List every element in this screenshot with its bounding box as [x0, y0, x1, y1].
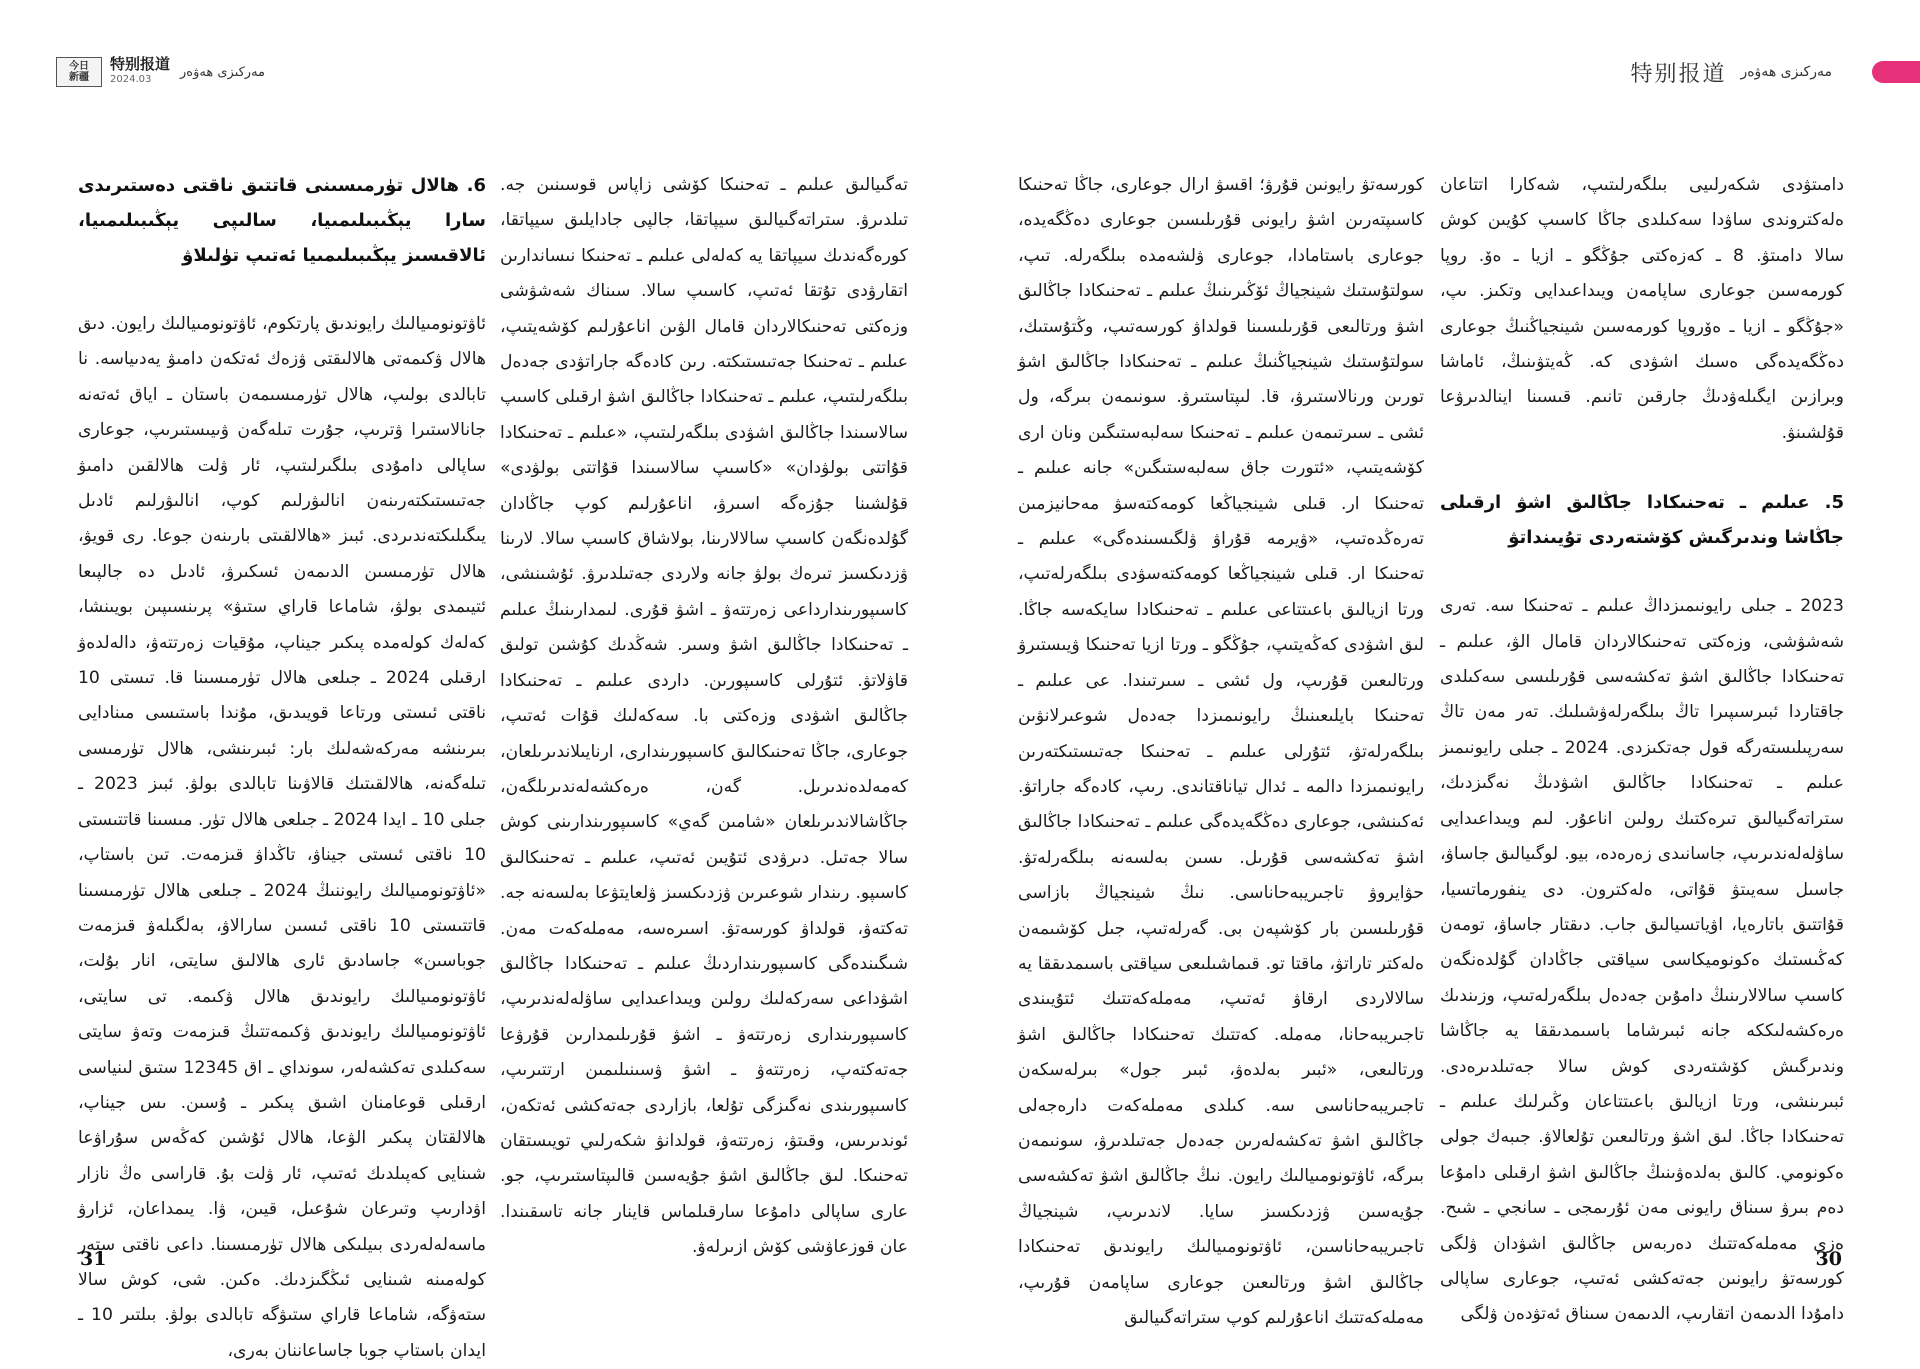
- magazine-logo: [56, 57, 102, 87]
- section-heading-5: 5. عىلىم ـ تەحنىكادا جاڭالىق اشۋ ارقىلى جاڭاشا وندىرگىش كۆشتەردى تۇيىنداتۋ: [1440, 492, 1844, 549]
- issue-date: 2024.03: [110, 74, 152, 85]
- section-title-cn: 特别报道: [1630, 61, 1727, 87]
- left-header-text: [110, 57, 170, 87]
- paragraph: 2023 ـ جىلى رايونىمىزداڭ عىلىم ـ تەحنىكا سە. تەرى شەشۋشى، وزەكتى تەحنىكالاردان قامال الۋ، عىلىم ـ تەحنىكادا جاڭالىق اشۋ تەكشەسى قۇرىلىسى سەكىلدى جاقتاردا ئبىرسىپىرا تاڭ بىلگەرلەۋشىلىك. تەر مەن تاڭ سەرپىلىستەرگە قول جەتكىزدى. 2024 ـ جىلى رايونىمىز عىلىم ـ تەحنىكادا جاڭالىق اشۋدىڭ نەگىزدىك، ستراتەگىيالىق تىرەكتىك رولىن اناعۇر. لىم ويىداعىدايى ساۋلەلەندىرىپ، جاسانىدى زەرەدە، بيو. لوگىيالىق جاساۋ، جاسىل سەيىتۋ قۇاتى، ەلەكترون. دى ينفورماتسيا، قۇاتتىق باتارەيا، اۋياتسيالىق جاب. دىقتار جاساۋ، تومەن كەڭىستىك ەكونوميكاسى سياقتى جاڭادان گۇلدەنگەن كاسىپ سالالارىنىڭ دامۇىن جەدەل بىلگەرلەتىپ، وزىندىك ەرەكشەلىككە جانە ئبىرشاما باسىمدىققا يە جاڭاشا وندىرگىش كۆشتەردى كوش سالا جەتىلدىرەدى. ئبىرىنشى، ورتا ازيالىق باعىتتاعان وڭىرلىك عىلىم ـ تەحنىكادا جاڭا. لىق اشۋ ورتالىعىن تۇلعالاۋ. جىبەك جولى ەكونومي. كالىق بەلدەۋىنىڭ جاڭالىق اشۋ ارقىلى دامۇعا دەم بىرۋ سىناق رايونى مەن ئۇرىمجى ـ سانجي ـ شىح. ەزى مەملەكەتتىك دەربەس جاڭالىق اشۋدان ۋلگى كورسەتۋ رايونىن جەتەكشى ئەتىپ، جوعارى ساپالى دامۇدا الدىمەن اتقارىپ، الدىمەن سىناق ئەتۋدەن ۋلگى: [1440, 596, 1844, 1325]
- page-number-left: 31: [80, 1248, 107, 1270]
- section-heading-6: 6. ھالال تۈرمىسىنى قاتتىق ناقتى دەستىرىدى سارا يېڭىبىلىمىيا، سالىپى يېڭىبىلىمىيا، ئالاقىسىز يېڭىبىلىمىيا ئەتىپ تۈلىلاۋ: [78, 175, 486, 266]
- right-page-header: [1630, 52, 1920, 92]
- section-color-tab: [1872, 61, 1920, 83]
- article-column-1: [78, 168, 487, 1361]
- article-column-2: [500, 168, 908, 1268]
- article-column-4: [1440, 168, 1844, 1325]
- paragraph: تەگىيالىق عىلىم ـ تەحنىكا كۆشى زاپاس قوسىنىن جە. تىلدىرۋ. ستراتەگىيالىق سيپاتقا، جالپى جادايلىق سيپاتقا، كورەگەندىك سيپاتقا يە كەلەلى عىلىم ـ تەحنىكا نىساندارىن اتقارۋدى تۇتقا ئەتىپ، كاسىپ سالا. سىناك شەشۋشى وزەكتى تەحنىكالاردان قامال الۋىن اناعۇرلىم كۆشەيتىپ، عىلىم ـ تەحنىكا جەتىستىكتە. رىن كادەگە جاراتۋدى جەدەل بىلگەرلىتىپ، عىلىم ـ تەحنىكادا جاڭالىق اشۋ ارقىلى كاسىپ سالاسىندا جاڭالىق اشۋدى بىلگەرلىتىپ، «عىلىم ـ تەحنىكادا قۇاتتى بولۋدان» «كاسىپ سالاسىندا قۇاتتى بولۋدى» قۇلشىنا جۇزەگە اسىرۋ، اناعۇرلىم كوپ جاڭادان گۇلدەنگەن كاسىپ سالالارىنا، بولاشاق كاسىپ سالا. لارىنا ۋزدىكسىز تىرەك بولۋ جانە ولاردى جەتىلدىرۋ. ئۇشىنشى، كاسىپورىندارداعى زەرتتەۋ ـ اشۋ قۇرى. لىمدارىنىڭ عىلىم ـ تەحنىكادا جاڭالىق اشۋ وسىر. شەڭدىك كۇشىن تولىق قاۋلاتۋ. ئتۇرلى كاسىپورىن. داردى عىلىم ـ تەحنىكادا جاڭالىق اشۋدى وزەكتى با. سەكەلىك قۇات ئەتىپ، جوعارى، جاڭا تەحنىكالىق كاسىپورىندارى، ارنايىلاندىرىلعان، كەمەلدەندىرىل. گەن، ەرەكشەلەندىرىلگەن، جاڭاشالاندىرىلعان «شامىن گەي» كاسىپورىندارىنى كوش سالا جەتىل. دىرۋدى ئتۇيىن ئەتىپ، عىلىم ـ تەحنىكالىق كاسىپو. رىندار شوعىرىن ۋزدىكسىز ۋلعايتۋعا بەلسەنە جە. تەكتەۋ، قولداۋ كورسەتۋ. اسىرەسە، مەملەكەت مەن. شىگىندەگى كاسىپورىنداردىڭ عىلىم ـ تەحنىكادا جاڭالىق اشۋداعى سەركەلىك رولىن ويىداعىدايى ساۋلەلەندىرىپ، كاسىپورىندارى زەرتتەۋ ـ اشۋ قۇرىلىمدارىن قۇرۋعا جەتەكتەپ، زەرتتەۋ ـ اشۋ ۋسىنىلىمىن ارتتىرىپ، كاسىپورىندى نەگىزگى تۇلعا، بازاردى جەتەكشى ئەتكەن، ئوندىرىس، وقىتۋ، زەرتتەۋ، قولدانۋ شكەرلىي تويىستقان تەحنىكا. لىق جاڭالىق اشۋ جۇيەسىن قالىپتاستىرىپ، جو. عارى ساپالى دامۇعا سارقىلماس قاينار جانە تاسقىندا. عان قوزعاۋشى كۆش ازىرلەۋ.: [500, 175, 908, 1258]
- section-subtitle: مەركىزى ھەۋەر: [180, 64, 266, 80]
- section-subtitle-ug: مەركىزى ھەۋەر: [1740, 64, 1832, 80]
- left-page-header: [56, 52, 265, 92]
- logo-line1: 今日: [69, 61, 89, 72]
- paragraph: كورسەتۋ رايونىن قۇرۋ؛ اقسۋ ارال جوعارى، جاڭا تەحنىكا كاسىپتەرىن اشۋ رايونى قۇرىلىسىن جوعارى دەڭگەيدە، جوعارى باستامادا، جوعارى ۋلشەمدە بىلگەرلە. تىپ، سولتۇستىك شينجياڭ ئۆڭىرىنىڭ عىلىم ـ تەحنىكادا جاڭالىق اشۋ ورتالىعى قۇرىلىسىنا قولداۋ كورسەتىپ، وڭتۇستىك، سولتۇستىك شينجياڭنىڭ عىلىم ـ تەحنىكادا جاڭالىق اشۋ تورىن ورنالاستىرۋ، قا. لىپتاستىرۋ. سونىمەن بىرگە، ول ئشى ـ سىرتىمەن عىلىم ـ تەحنىكا سەلبەستىگىن ونان ارى كۆشەيتىپ، «ئتورت جاق سەلبەستىگىن» جانە عىلىم ـ تەحنىكا ار. قىلى شينجياڭعا كومەكتەسۋ مەحانيزمىن تەرەڭدەتىپ، «ۋيرمە قۇراۋ ۋلگىسىندەگى» عىلىم ـ تەحنىكا ار. قىلى شينجياڭعا كومەكتەسۋدى بىلگەرلەتىپ، ورتا ازيالىق باعىتتاعى عىلىم ـ تەحنىكادا سايكەسە جاڭا. لىق اشۋدى كەڭەيتىپ، جۇڭگو ـ ورتا ازيا تەحنىكا ۋيىستىرۋ ورتالىعىن قۇرىپ، ول ئشى ـ سىرتىندا. عى عىلىم ـ تەحنىكا بايلىعىنىڭ رايونىمىزدا جەدەل شوعىرلانۋىن بىلگەرلەتۋ، ئتۇرلى عىلىم ـ تەحنىكا جەتىستىكتەرىن رايونىمىزدا دالمە ـ ئدال تياناقتاندى. رىپ، كادەگە جاراتۋ. ئەكىنشى، جوعارى دەڭگەيدەگى عىلىم ـ تەحنىكادا جاڭالىق اشۋ تەكشەسى قۇرىل. ىسىن بەلسەنە بىلگەرلەتۋ. حۋايروۋ تاجىريبەحاناسى. نىڭ شينجياڭ بازاسى قۇرىلىسىن بار كۆشپەن بى. گەرلەتىپ، جىل كۆشىمەن ەلەكتر تاراتۋ، ماقتا تو. قىماشىلىعى سياقتى باسىمدىققا يە سالالاردى ارقاۋ ئەتىپ، مەملەكەتتىك ئتۇيىندى تاجىريبەحانا، مەملە. كەتتىك تەحنىكادا جاڭالىق اشۋ ورتالىعى، «ئبىر بەلدەۋ، ئبىر جول» بىرلەسكەن تاجىريبەحاناسى سە. كىلدى مەملەكەت دارەجەلى جاڭالىق اشۋ تەكشەلەرىن جەدەل جەتىلدىرۋ، سونىمەن بىرگە، ئاۋتونومىيالىك رايون. نىڭ جاڭالىق اشۋ تەكشەسى جۇيەسىن ۋزدىكسىز سايا. لاندىرىپ، شينجياڭ تاجىريبەحاناسىن، ئاۋتونومىيالىك رايوندىق تەحنىكادا جاڭالىق اشۋ ورتالىعىن جوعارى ساپامەن قۇرىپ، مەملەكەتتىك اناعۇرلىم كوپ ستراتەگىيالىق: [1018, 175, 1424, 1328]
- article-column-3: [1018, 168, 1424, 1328]
- logo-line2: 新疆: [69, 72, 89, 83]
- paragraph: دامىتۋدى شكەرلىيى بىلگەرلىتىپ، شەكارا اتتاعان ەلەكتروندى ساۋدا سەكىلدى جاڭا كاسىپ كۇيىن كوش سالا دامىتۋ. 8 ـ كەزەكتى جۇڭگو ـ ازيا ـ ەۆ. روپا كورمەسىن جوعارى ساپامەن ويىداعىدايى وتكىز. ىپ، «جۇڭگو ـ ازيا ـ ەۆروپا كورمەسىن شينجياڭنىڭ جوعارى دەڭگەيدەگى ەسىك اشۋدى كە. ڭەيتۋىنىڭ، ئاماشا وبرازىن ايگىلەۋدىڭ جارقىن تانىم. قىسىنا اينالدىرۋعا قۇلشىنۋ.: [1440, 175, 1844, 443]
- paragraph: ئاۋتونومىيالىك رايوندىق پارتكوم، ئاۋتونومىيالىك رايون. دىق ھالال ۋكىمەتى ھالالىقتى ۋزەك ئەتكەن دامىۋ يەدىياسە. نا تابالدى بولىپ، ھالال تۈرمىسىمەن باستان ـ اياق ئەتەنە جانالاستىرا ۋترىپ، جۇرت تىلەگەن ۋىيىستىرىپ، جوعارى ساپالى دامۇدى بىلگىرلىتىپ، ئار ۋلت ھالالقىن دامىۋ جەتىستىكتەرىنەن انالىۋرلىم كوپ، انالىۋرلىم ئادىل يىگىلىكتەندىردى. ئبىز «ھالالقىتى بارىنەن جوعا. رى قويۋ، ھالال تۈرمىسىن الدىمەن ئسكىرۋ، ئادىل دە جالپىعا ئتيىمدى بولۋ، شاماعا قاراي ستىۋ» پرىنسىپىن بويىنشا، كەلەك كولەمدە پىكىر جيناپ، مۇقيات زەرتتەۋ، دالەلدەۋ ارقىلى 2024 ـ جىلعى ھالال تۈرمىسىنا قا. تىستى 10 ناقتى ئىستى ورتاعا قويىدىق، مۇندا باستىسى مىنادايى بىرىنشە مەركەشەلىك بار: ئبىرىنشى، ھالال تۈرمىسى تىلەگەنە، ھالالقىتىك قالاۋىنا تابالدى بولۋ. ئبىز 2023 ـ جىلى 10 ـ ايدا 2024 ـ جىلعى ھالال تۈر. مىسىنا قاتتىستى 10 ناقتى ئىستى جيناۋ، تاڭداۋ قىزمەت. تىن باستاپ، «ئاۋتونومىيالىك رايوننىڭ 2024 ـ جىلعى ھالال تۈرمىسىنا قاتتىستى 10 ناقتى ئىسىن سارالاۋ، بەلگىلەۋ قىزمەت جوباسىن» جاسادىق ئارى ھالالىق سايتى، انار بۇلت، ئاۋتونومىيالىك رايوندىق ھالال ۋكىمە. تى سايتى، ئاۋتونومىيالىك رايوندىق ۋكىمەتتىڭ قىزمەت وتەۋ سايتى سەكىلدى تەكشەلەر، سونداي ـ اق 12345 ستىق لىنياسى ارقىلى قوعامنان اشىق پىكىر ـ ۇسىن. ىس جيناپ، ھالالقتان پىكىر الۋعا، ھالال ئۇشىن كەڭەس سۇراۋعا شىنايى كەپىلدىك ئەتىپ، ئار ۋلت بۇ. قاراسى ەڭ نازار اۋدارىپ وتىرعان شۇعىل، قيىن، ۋا. يىمداعان، ئزارۋ ماسەلەلەردى بىيلىكى ھالال تۈرمىسىنا. داعى ناقتى ستەر كولەمىنە شىنايى ئىڭگىزدىك. ەكىن. شى، كوش سالا ستەۋگە، شاماعا قاراي ستىۋگە تابالدى بولۋ. بىلتىر 10 ـ ايدان باستاپ جوبا جاساعاننان بەرى،: [78, 314, 487, 1361]
- section-title: 特别报道: [110, 55, 171, 73]
- page-number-right: 30: [1815, 1248, 1842, 1270]
